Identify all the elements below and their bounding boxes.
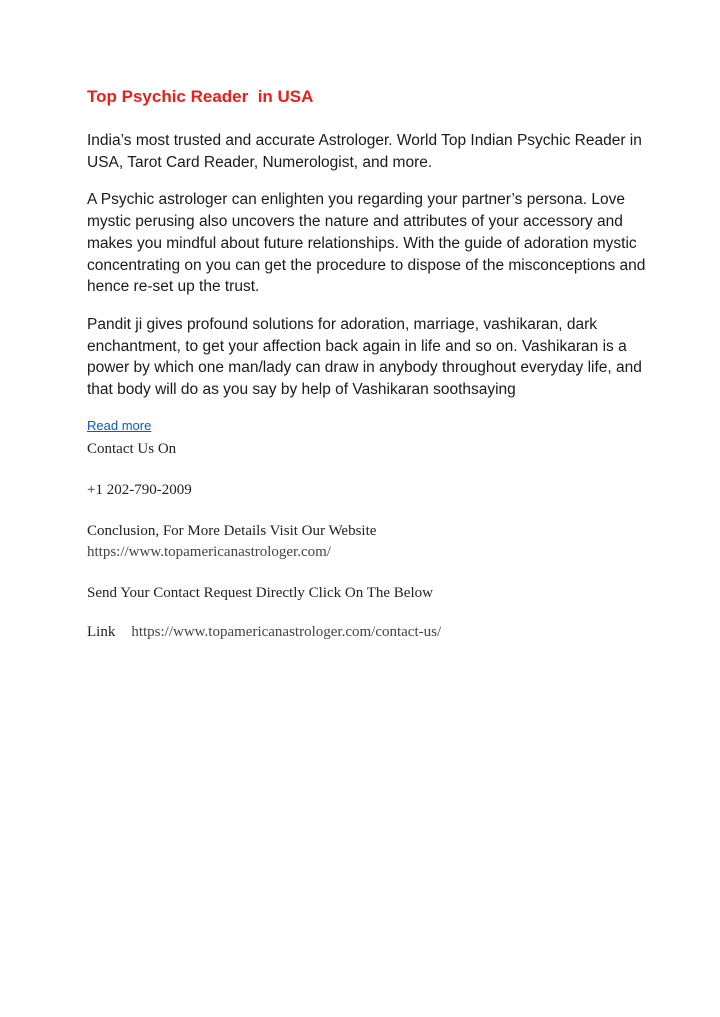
pandit-ji-paragraph: Pandit ji gives profound solutions for adoration, marriage, vashikaran, dark enchantment, to get your affection back again in life and so on. Vashikaran is a power by which one man/lady can draw in anybody throughout everyday life, and that body will do as you say by help of Vashikaran soothsaying (87, 315, 642, 399)
phone-number: +1 202-790-2009 (87, 481, 192, 498)
contact-us-label: Contact Us On (87, 440, 177, 457)
intro-paragraph: India’s most trusted and accurate Astrologer. World Top Indian Psychic Reader in USA, Tarot Card Reader, Numerologist, and more. (87, 132, 642, 171)
read-more-link[interactable]: Read more (87, 417, 152, 433)
conclusion-text: Conclusion, For More Details Visit Our Website (87, 522, 377, 539)
page-title: Top Psychic Reader in USA (87, 87, 314, 106)
contact-link-row (87, 622, 647, 643)
contact-url[interactable]: https://www.topamericanastrologer.com/contact-us/ (131, 623, 442, 640)
website-url[interactable]: https://www.topamericanastrologer.com/ (87, 543, 331, 560)
psychic-astrologer-paragraph: A Psychic astrologer can enlighten you regarding your partner’s persona. Love mystic perusing also uncovers the nature and attributes of your accessory and makes you mindful about future relationships. With the guide of adoration mystic concentrating on you can get the procedure to dispose of the misconceptions and hence re-set up the trust. (87, 191, 646, 296)
document-content (87, 86, 647, 643)
send-request-text: Send Your Contact Request Directly Click On The Below (87, 584, 433, 601)
link-label: Link (87, 623, 116, 640)
